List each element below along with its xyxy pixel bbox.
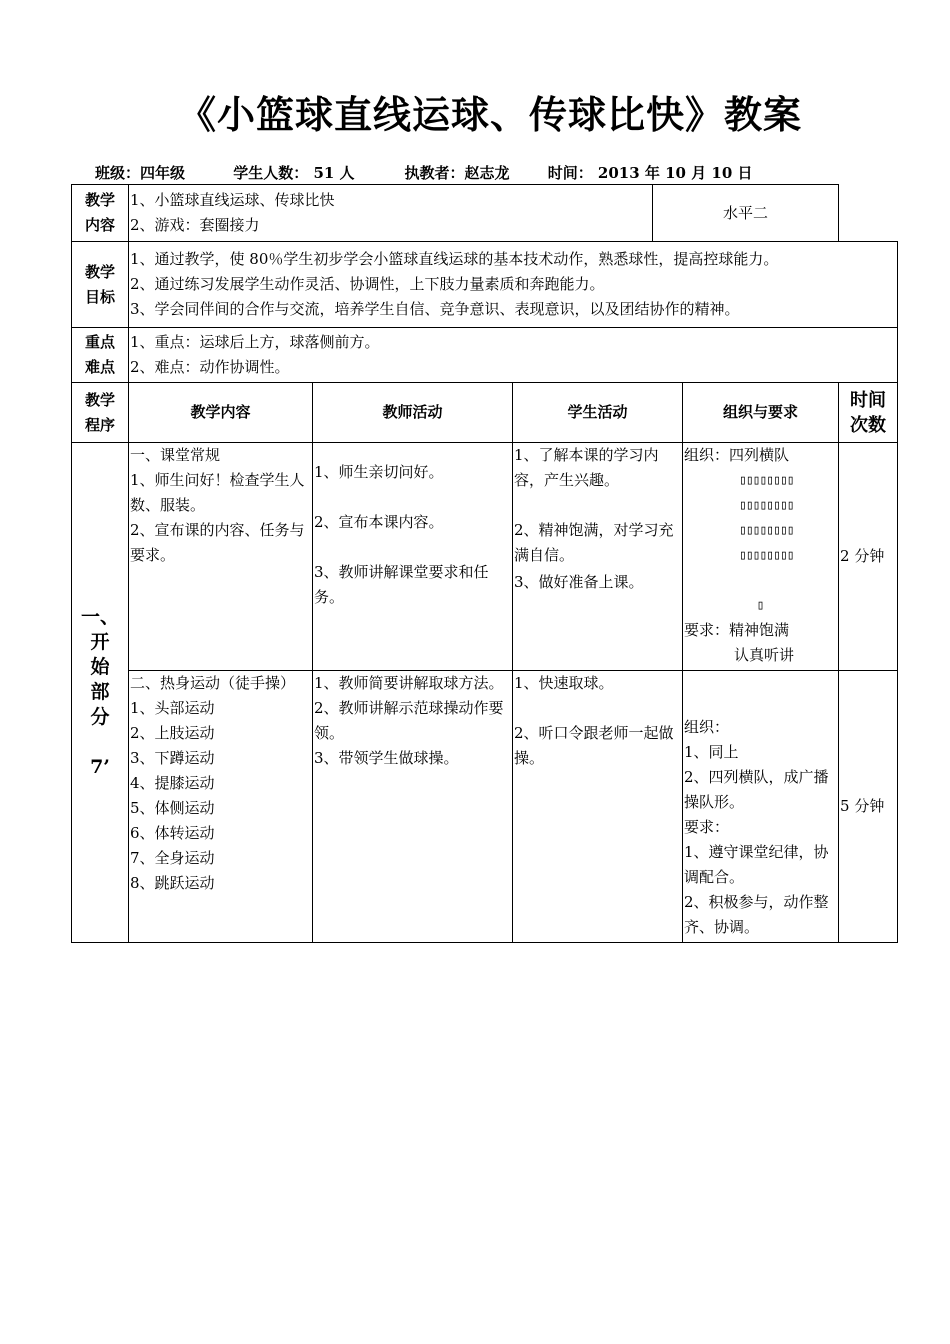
teacher-position-icon: ▯ (756, 598, 765, 613)
row2-teacher: 1、教师简要讲解取球方法。 2、教师讲解示范球操动作要领。 3、带领学生做球操。 (313, 671, 513, 943)
section-char: 部 (90, 681, 110, 703)
objective-item: 1、通过教学，使 80％学生初步学会小篮球直线运球的基本技术动作，熟悉球性，提高控球能力。 (130, 250, 779, 268)
table-row (72, 671, 898, 943)
formation-row: ▯▯▯▯▯▯▯▯ (739, 498, 794, 513)
time-info: 时间： 2013 年 10 月 10 日 (547, 164, 753, 182)
content-item: 2、游戏：套圈接力 (130, 216, 260, 234)
keypoints-label: 重点难点 (72, 328, 129, 383)
section-char: 始 (90, 656, 110, 678)
content-list (129, 185, 652, 241)
formation-row: ▯▯▯▯▯▯▯▯ (739, 473, 794, 488)
header-org: 组织与要求 (683, 383, 839, 443)
objective-item: 3、学会同伴间的合作与交流，培养学生自信、竞争意识、表现意识，以及团结协作的精神。 (130, 300, 740, 318)
section-char: 分 (90, 706, 110, 728)
page-title: 《小篮球直线运球、传球比快》教案 (177, 92, 802, 137)
teacher-info: 执教者：赵志龙 (404, 164, 510, 182)
header-teacher: 教师活动 (313, 383, 513, 443)
keypoint-item: 1、重点：运球后上方，球落侧前方。 (130, 333, 380, 351)
objective-item: 2、通过练习发展学生动作灵活、协调性，上下肢力量素质和奔跑能力。 (130, 275, 605, 293)
class-info: 班级：四年级 (95, 164, 186, 182)
row2-content: 二、热身运动（徒手操） 1、头部运动 2、上肢运动 3、下蹲运动 4、提膝运动 5、体侧运动 6、体转运动 7、全身运动 8、跳跃运动 (129, 671, 313, 943)
objectives-cell (129, 242, 898, 328)
header-time: 时间次数 (839, 383, 898, 443)
objectives-row (72, 242, 898, 328)
row1-org: 组织：四列横队 ▯▯▯▯▯▯▯▯ ▯▯▯▯▯▯▯▯ ▯▯▯▯▯▯▯▯ ▯▯▯▯▯▯▯▯ ▯ 要求：精神饱满 认真听讲 (683, 443, 839, 671)
students-info: 学生人数： 51 人 (233, 164, 355, 182)
row1-time: 2 分钟 (839, 443, 898, 671)
content-item: 1、小篮球直线运球、传球比快 (130, 191, 335, 209)
header-program: 教学程序 (72, 383, 129, 443)
keypoint-item: 2、难点：动作协调性。 (130, 358, 290, 376)
content-row (72, 185, 898, 242)
section-char: 一、 (80, 606, 119, 628)
lesson-plan-table (71, 184, 898, 943)
keypoints-row (72, 328, 898, 383)
section-duration: 7’ (90, 756, 110, 778)
row2-org: 组织： 1、同上 2、四列横队，成广播操队形。 要求： 1、遵守课堂纪律，协调配合。 2、积极参与，动作整齐、协调。 (683, 671, 839, 943)
table-header-row (72, 383, 898, 443)
keypoints-cell (129, 328, 898, 383)
section-name-cell (72, 443, 129, 943)
formation-row: ▯▯▯▯▯▯▯▯ (739, 523, 794, 538)
row1-content: 一、课堂常规 1、师生问好！检查学生人数、服装。 2、宣布课的内容、任务与要求。 (129, 443, 313, 671)
formation-row: ▯▯▯▯▯▯▯▯ (739, 548, 794, 563)
row1-teacher: 1、师生亲切问好。 2、宣布本课内容。 3、教师讲解课堂要求和任务。 (313, 443, 513, 671)
row1-student: 1、了解本课的学习内容，产生兴趣。 2、精神饱满，对学习充满自信。 3、做好准备上课。 (513, 443, 683, 671)
header-student: 学生活动 (513, 383, 683, 443)
row2-student: 1、快速取球。 2、听口令跟老师一起做操。 (513, 671, 683, 943)
row2-time: 5 分钟 (839, 671, 898, 943)
objectives-label: 教学目标 (72, 242, 129, 328)
content-cell (129, 185, 839, 242)
content-label: 教学内容 (72, 185, 129, 242)
header-content: 教学内容 (129, 383, 313, 443)
section-char: 开 (90, 631, 110, 653)
info-line (95, 162, 753, 183)
table-row (72, 443, 898, 671)
level-cell: 水平二 (652, 185, 838, 241)
